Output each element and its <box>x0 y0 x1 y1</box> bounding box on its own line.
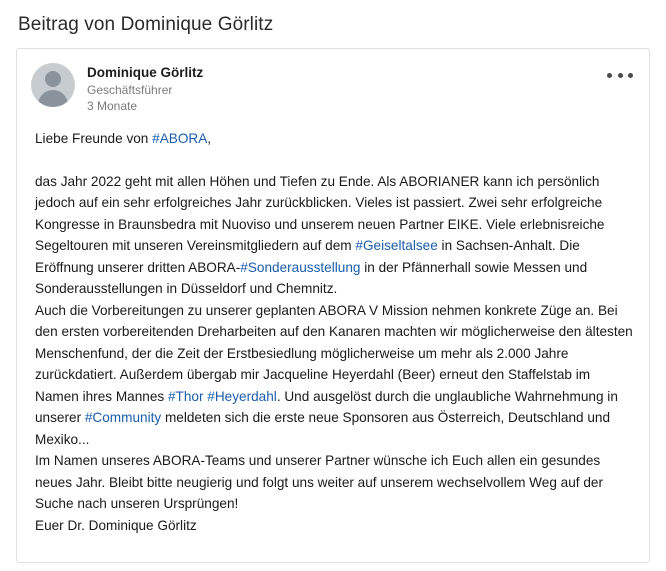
salutation-prefix: Liebe Freunde von <box>35 131 153 146</box>
post-paragraph-3: Im Namen unseres ABORA-Teams und unserer Partner wünsche ich Euch allen ein gesundes neues Jahr. Bleibt bitte neugierig und folgt uns weiter auf unserem wechselvollem Weg auf der Suche nach unseren Ursprüngen! <box>35 453 603 511</box>
hashtag-community[interactable]: #Community <box>84 410 162 425</box>
more-dot-1 <box>607 73 612 78</box>
page-title: Beitrag von Dominique Görlitz <box>18 14 274 35</box>
paragraph2-text-b: . Und ausgelöst durch die unglaubliche Wahrnehmung in unserer <box>35 388 618 425</box>
hashtag-abora[interactable]: #ABORA <box>152 131 208 146</box>
salutation-suffix: , <box>207 131 212 146</box>
post-body <box>17 114 649 536</box>
paragraph2-text-c: meldeten sich die erste neue Sponsoren aus Österreich, Deutschland und Mexiko... <box>35 410 611 447</box>
hashtag-sonderausstellung[interactable]: #Sonderausstellung <box>240 259 361 275</box>
post-card <box>16 48 650 563</box>
author-block <box>87 63 203 114</box>
author-name[interactable]: Dominique Görlitz <box>87 65 204 80</box>
paragraph1-text-c: in der Pfännerhall sowie Messen und Sonderausstellungen in Düsseldorf und Chemnitz. <box>35 259 588 296</box>
more-options-icon[interactable] <box>607 67 633 83</box>
post-salutation <box>35 128 633 150</box>
person-avatar-icon <box>45 71 61 87</box>
avatar[interactable] <box>31 63 75 107</box>
hashtag-thor[interactable]: #Thor <box>167 388 204 404</box>
paragraph2-text-a: Auch die Vorbereitungen zu unserer geplanten ABORA V Mission nehmen konkrete Züge an. Bei den ersten vorbereitenden Dreharbeiten auf den Kanaren machten wir möglicherweise den ältesten Menschenfund, der die Zeit der Erstbesiedlung möglicherweise um mehr als 2.000 Jahre zurückdatiert. Außerdem übergab mir Jacqueline Heyerdahl (Beer) erneut den Staffelstab im Namen ihres Mannes <box>35 302 633 404</box>
post-paragraph-2 <box>35 300 633 451</box>
hashtag-heyerdahl[interactable]: #Heyerdahl <box>207 388 277 404</box>
paragraph1-text-a: das Jahr 2022 geht mit allen Höhen und Tiefen zu Ende. Als ABORIANER kann ich persönlich jedoch auf ein sehr erfolgreiches Jahr zurückblicken. Vieles ist passiert. Zwei sehr erfolgreiche Kongresse in Braunsbedra mit Nuoviso und unserem neuen Partner EIKE. Viele erlebnisreiche Segeltouren mit unseren Vereinsmitgliedern auf dem <box>35 173 605 253</box>
paragraph1-text-b: in Sachsen-Anhalt. Die Eröffnung unserer dritten ABORA- <box>35 238 580 275</box>
more-dot-2 <box>618 73 623 78</box>
post-header <box>17 49 649 114</box>
paragraph-spacer-1 <box>35 150 633 171</box>
person-avatar-body <box>38 90 68 107</box>
post-timestamp: 3 Monate <box>87 99 138 113</box>
hashtag-geiseltalsee[interactable]: #Geiseltalsee <box>355 238 438 253</box>
post-closing: Euer Dr. Dominique Görlitz <box>35 517 197 533</box>
post-paragraph-1 <box>35 171 633 300</box>
author-role: Geschäftsführer <box>87 83 173 97</box>
more-dot-3 <box>628 73 633 78</box>
